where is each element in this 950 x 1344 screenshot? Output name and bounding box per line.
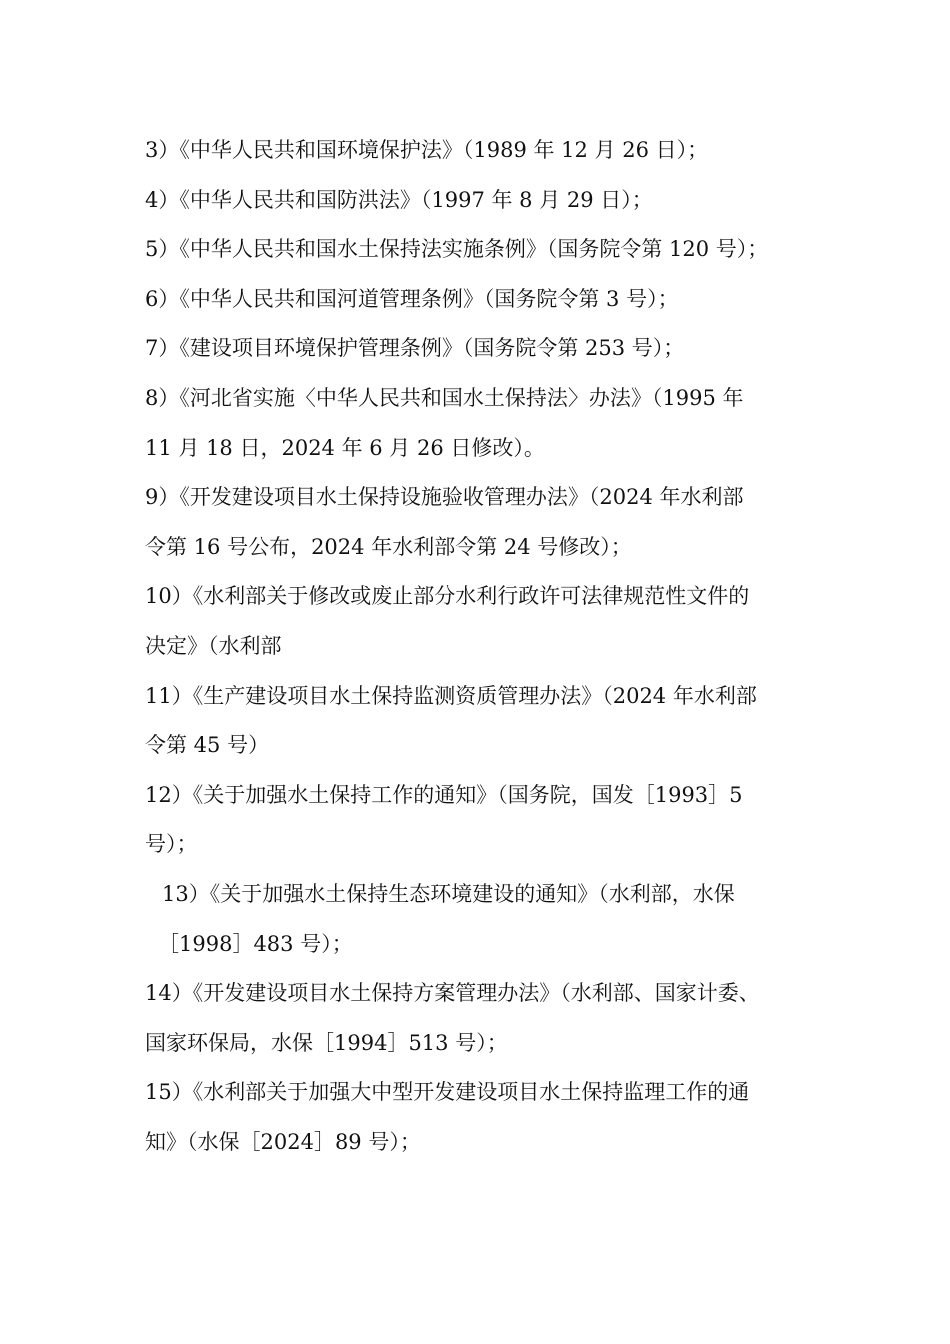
list-item: 4）《中华人民共和国防洪法》（1997 年 8 月 29 日）； [145,187,653,212]
list-item: 7）《建设项目环境保护管理条例》（国务院令第 253 号）； [145,336,685,361]
list-item-continuation: 决定》（水利部 [145,633,282,658]
list-item: 3）《中华人民共和国环境保护法》（1989 年 12 月 26 日）； [145,138,709,162]
list-item: 8）《河北省实施〈中华人民共和国水土保持法〉办法》（1995 年 [145,385,744,410]
list-item: 15）《水利部关于加强大中型开发建设项目水土保持监理工作的通 [145,1080,750,1105]
list-item: 11）《生产建设项目水土保持监测资质管理办法》（2024 年水利部 [145,683,757,708]
list-item: 12）《关于加强水土保持工作的通知》（国务院，国发［1993］5 [145,782,743,807]
list-item-continuation: 号）； [145,832,198,857]
list-item-continuation: 11 月 18 日，2024 年 6 月 26 日修改）。 [145,435,545,460]
list-item-continuation: 国家环保局，水保［1994］513 号）； [145,1030,508,1055]
list-item: 10）《水利部关于修改或废止部分水利行政许可法律规范性文件的 [145,584,750,609]
list-item-continuation: 知》（水保［2024］89 号）； [145,1129,421,1154]
list-item: 9）《开发建设项目水土保持设施验收管理办法》（2024 年水利部 [145,485,744,510]
list-item-continuation: 令第 16 号公布，2024 年水利部令第 24 号修改）； [145,534,632,559]
list-item: 14）《开发建设项目水土保持方案管理办法》（水利部、国家计委、 [145,981,760,1006]
list-item-continuation: 令第 45 号） [145,733,270,758]
list-item: 13）《关于加强水土保持生态环境建设的通知》（水利部，水保 [162,881,735,906]
regulation-list [145,126,825,1167]
list-item: 5）《中华人民共和国水土保持法实施条例》（国务院令第 120 号）； [145,237,769,262]
list-item: 6）《中华人民共和国河道管理条例》（国务院令第 3 号）； [145,286,679,311]
list-item-continuation: ［1998］483 号）； [158,931,353,956]
